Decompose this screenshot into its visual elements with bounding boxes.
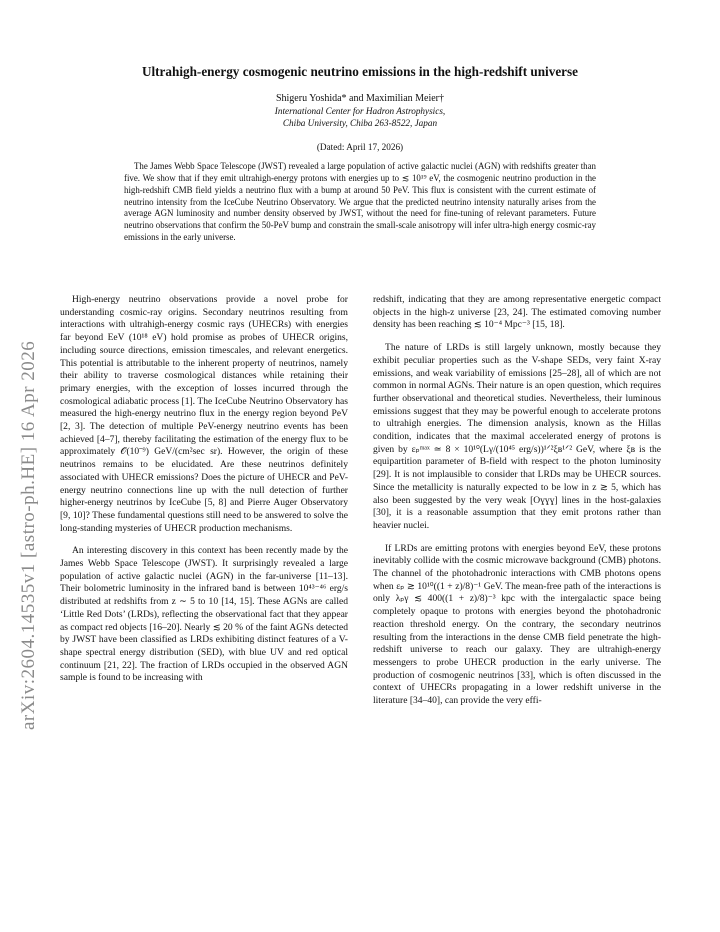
paper-title: Ultrahigh-energy cosmogenic neutrino emissions in the high-redshift universe: [141, 64, 579, 79]
paragraph: If LRDs are emitting protons with energies beyond EeV, these protons inevitably collide with the cosmic microwave background (CMB) photons. The channel of the photohadronic interactions with CMB photons opens when εₚ ≳ 10¹⁰((1 + z)/8)⁻¹ GeV. The mean-free path of the interactions is only λₚγ ≲ 400((1 + z)/8)⁻³ kpc with the intergalactic space being completely opaque to protons with energies beyond the photohadronic reaction threshold energy. On the contrary, the secondary neutrinos resulting from the interactions in the dense CMB field penetrate the high-redshift universe to reach our galaxy. They are ultrahigh-energy messengers to probe UHECR production in the early universe. The production of cosmogenic neutrinos [33], which is often discussed in the context of UHECRs propagating in a lower redshift universe in the literature [34–40], can provide the very effi-: [373, 542, 661, 707]
affiliation-line: International Center for Hadron Astrophysics,: [274, 106, 446, 116]
paragraph: The nature of LRDs is still largely unknown, mostly because they exhibit peculiar properties such as the V-shape SEDs, very faint X-ray emissions, and weak variability of emissions [25–28], all of which are not common in normal AGNs. Their nature is an open question, which requires further observational and theoretical studies. Nevertheless, their luminous emissions suggest that they may be powerful enough to accelerate protons to ultrahigh energies. The dimension analysis, known as the Hillas condition, indicates that the maximal accelerated energy of protons is given by εₚᵐᵃˣ ≃ 8 × 10¹⁰(Lγ/(10⁴⁵ erg/s))¹ᐟ²ξʙ¹ᐟ² GeV, where ξʙ is the equipartition parameter of B-field with respect to the photon luminosity [29]. It is not implausible to consider that LRDs may be UHECR sources. Since the metallicity is naturally expected to be low in z ≳ 5, which has also been suggested by the very weak [Oɣɣɣ] lines in the host-galaxies [30], it is a reasonable assumption that they emit protons rather than heavier nuclei.: [373, 342, 661, 531]
affiliation-line: Chiba University, Chiba 263-8522, Japan: [282, 118, 438, 128]
body-column-right: [373, 294, 661, 708]
paragraph: redshift, indicating that they are among representative energetic compact objects in the high-z universe [23, 24]. The estimated comoving number density has been reaching ≲ 10⁻⁴ Mpc⁻³ [15, 18].: [373, 294, 661, 331]
paragraph: High-energy neutrino observations provide a novel probe for understanding cosmic-ray origins. Secondary neutrinos resulting from interactions with ultrahigh-energy cosmic rays (UHECRs) with energies far beyond EeV (10¹⁸ eV) hold promise as probes of UHECR origins, including source directions, emission timescales, and relevant energetics. This potential is attributable to the inherent property of neutrinos, namely their ability to traverse cosmological distances while retaining their primary energies, with the exception of losses incurred through the cosmological adiabatic process [1]. The IceCube Neutrino Observatory has measured the high-energy neutrino flux in the energy region beyond PeV [2, 3]. The detection of multiple PeV-energy neutrino events has been achieved [4–7], thereby facilitating the estimation of the energy flux to be approximately 𝒪(10⁻⁹) GeV/(cm²sec sr). However, the origin of these neutrinos remains to be elucidated. Are these neutrinos definitely associated with UHECR emissions? Does the picture of UHECR and PeV-energy neutrino connections line up with the null detection of further higher-energy neutrinos by IceCube [5, 8] and Pierre Auger Observatory [9, 10]? These fundamental questions still need to be answered to solve the long-standing mysteries of UHECR production mechanisms.: [60, 294, 348, 534]
abstract: The James Webb Space Telescope (JWST) revealed a large population of active galactic nuclei (AGN) with redshifts greater than five. We show that if they emit ultrahigh-energy protons with energies up to ≲ 10¹⁹ eV, the cosmogenic neutrino production in the high-redshift CMB field yields a neutrino flux with a bump at around 50 PeV. This flux is consistent with the current estimate of neutrino intensity from the IceCube Neutrino Observatory. We argue that the predicted neutrino intensity naturally arises from the average AGN luminosity and number density observed by JWST, without the need for fine-tuning of relevant parameters. Future neutrino observations that confirm the 50-PeV bump and constrain the small-scale anisotropy will infer ultra-high energy cosmic-ray emissions in the early universe.: [124, 161, 596, 243]
body-column-left: [60, 294, 348, 685]
paragraph: An interesting discovery in this context has been recently made by the James Webb Space Telescope (JWST). It surprisingly revealed a large population of active galactic nuclei (AGN) in the far-universe [11–13]. Their bolometric luminosity in the infrared band is between 10⁴³⁻⁴⁶ erg/s distributed at redshifts from z ∼ 5 to 10 [14, 15]. These AGNs are called ‘Little Red Dots’ (LRDs), reflecting the observational fact that they appear as compact red objects [16–20]. Nearly ≲ 20 % of the faint AGNs detected by JWST have been classified as LRDs exhibiting distinct features of a V-shape spectral energy distribution (SED), with blue UV and red optical continuum [21, 22]. The fraction of LRDs occupied in the observed AGN sample is found to be increasing with: [60, 545, 348, 684]
authors: Shigeru Yoshida* and Maximilian Meier†: [275, 93, 445, 104]
date-line: (Dated: April 17, 2026): [316, 142, 404, 152]
arxiv-stamp: arXiv:2604.14535v1 [astro-ph.HE] 16 Apr 2026: [18, 340, 39, 730]
affiliation: [60, 105, 660, 129]
